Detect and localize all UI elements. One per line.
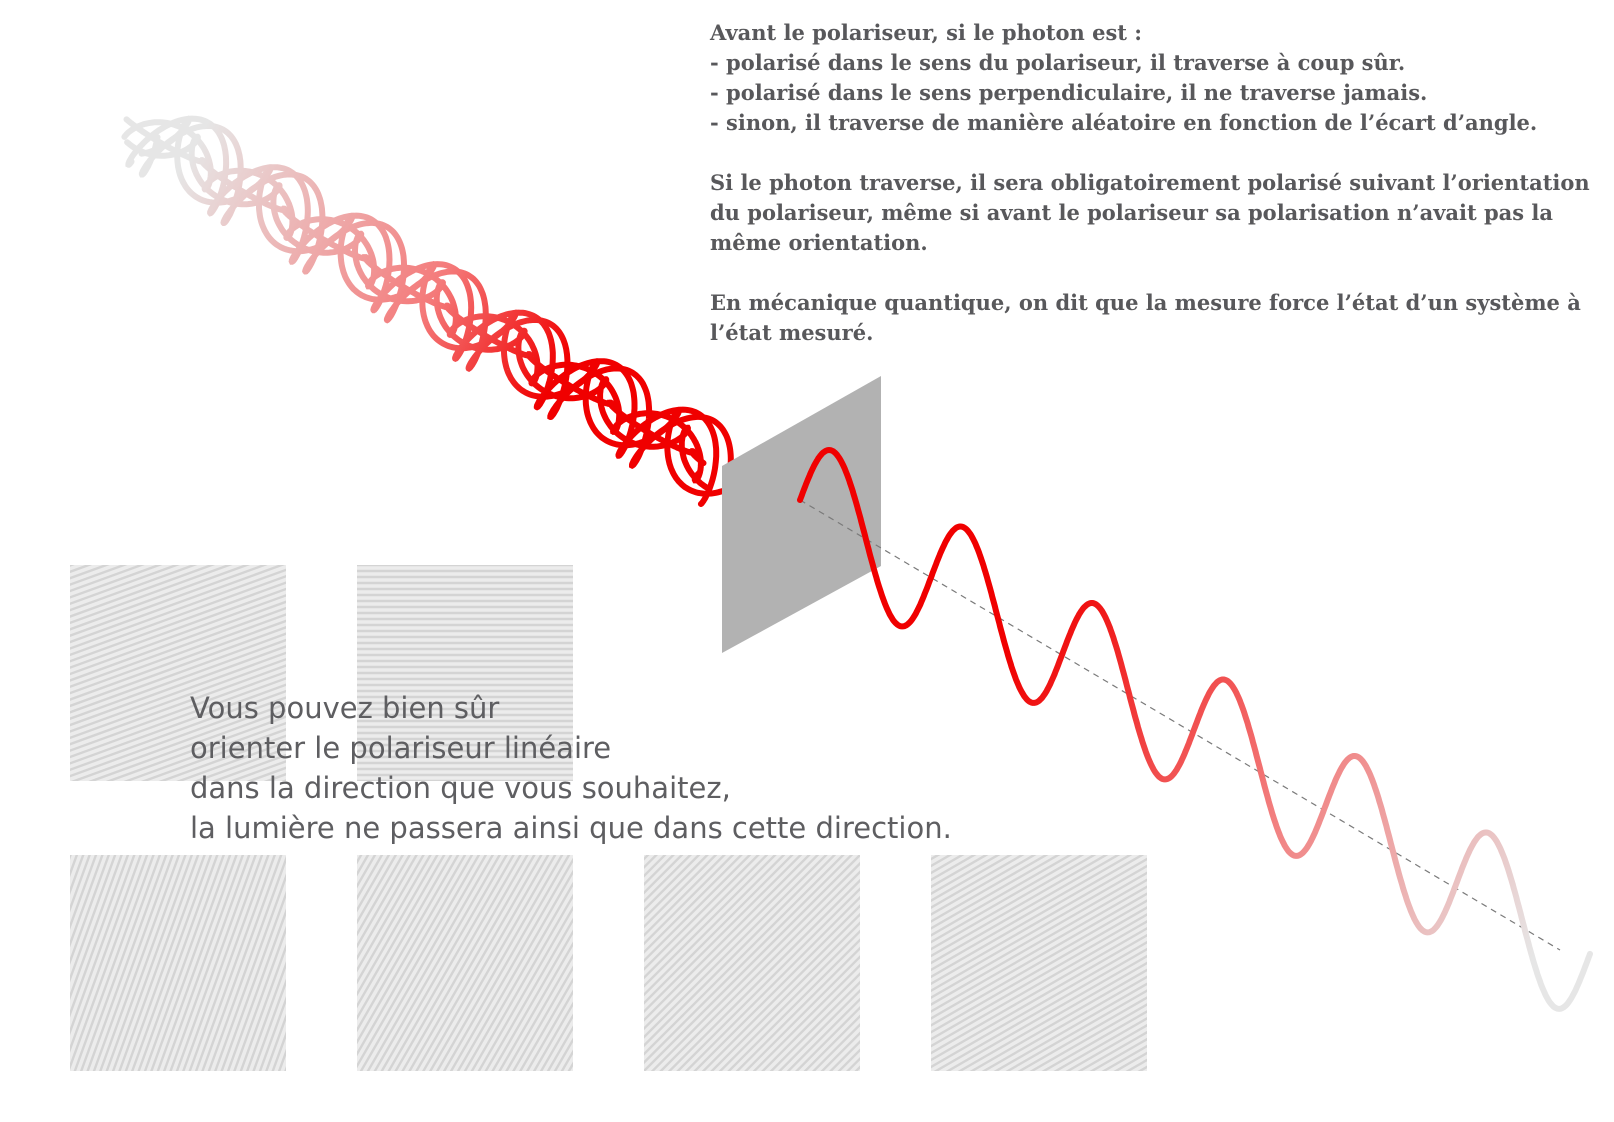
caption-line-2: orienter le polariseur linéaire — [190, 731, 612, 765]
beam-helix-strand — [127, 137, 707, 488]
caption-text — [190, 688, 1090, 848]
explanation-quantum-paragraph — [710, 288, 1600, 348]
quantum-line-1: En mécanique quantique, on dit que la mesure force l’état d’un système à — [710, 290, 1581, 315]
case-perpendicular: - polarisé dans le sens perpendiculaire, il ne traverse jamais. — [710, 80, 1428, 105]
quantum-line-2: l’état mesuré. — [710, 320, 874, 345]
after-line-1: Si le photon traverse, il sera obligatoirement polarisé suivant l’orientation — [710, 170, 1590, 195]
after-line-2: du polariseur, même si avant le polariseur sa polarisation n’avait pas la — [710, 200, 1554, 225]
explanation-intro-paragraph — [710, 18, 1600, 138]
caption-line-3: dans la direction que vous souhaitez, — [190, 771, 731, 805]
explanation-intro: Avant le polariseur, si le photon est : — [710, 20, 1143, 45]
caption-line-4: la lumière ne passera ainsi que dans cette direction. — [190, 811, 952, 845]
unpolarized-photon-beam — [124, 119, 730, 504]
after-line-3: même orientation. — [710, 230, 928, 255]
caption-line-1: Vous pouvez bien sûr — [190, 691, 500, 725]
case-parallel: - polarisé dans le sens du polariseur, il traverse à coup sûr. — [710, 50, 1406, 75]
beam-helix-strand — [127, 119, 704, 463]
case-other-angle: - sinon, il traverse de manière aléatoire en fonction de l’écart d’angle. — [710, 110, 1538, 135]
explanation-after-paragraph — [710, 168, 1600, 258]
explanation-text — [710, 18, 1600, 348]
beam-helix-strand — [142, 119, 725, 494]
